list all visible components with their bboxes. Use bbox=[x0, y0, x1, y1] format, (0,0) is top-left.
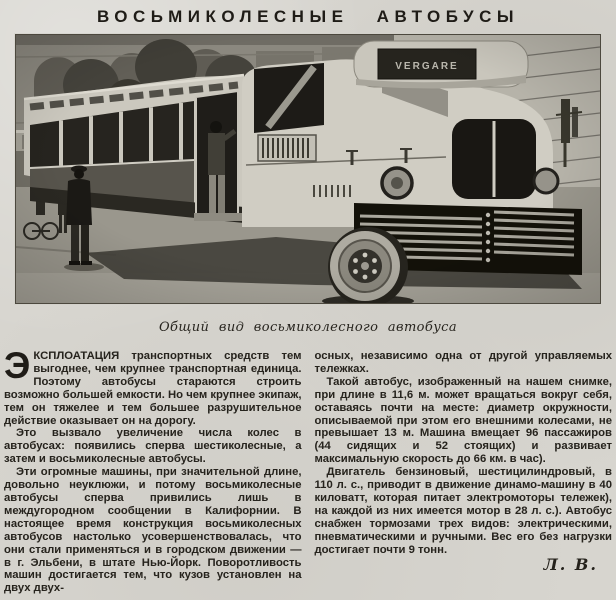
paragraph: Двигатель бензиновый, шестицилиндровый, в 110 л. с., приводит в движение динамо-машину в 40 киловатт, которая питает электромоторы тележек), на каждой из них имеется мотор в 28 л. с.). Автобус снабжен тормозами трех видов: электрическими, пневматическими и ручными. Вес его без нагрузки достигает почти 9 тонн. bbox=[314, 466, 612, 556]
paragraph bbox=[4, 345, 302, 427]
article-photo bbox=[15, 34, 601, 304]
paragraph: Такой автобус, изображенный на нашем снимке, при длине в 11,6 м. может вращаться вокруг себя, оставаясь почти на месте: диаметр окружности, описываемой при этом его внешними колесами, не превышает 13 м. Машина вмещает 96 пассажиров (44 сидящих и 52 стоящих) и развивает максимальную скорость до 66 км. в час). bbox=[314, 375, 612, 466]
photo-caption: Общий вид восьмиколесного автобуса bbox=[158, 320, 458, 335]
bus-photo-illustration bbox=[16, 35, 600, 303]
drop-cap: Э bbox=[4, 345, 31, 386]
page-title: ВОСЬМИКОЛЕСНЫЕ АВТОБУСЫ bbox=[96, 7, 520, 26]
paragraph: Эти огромные машины, при значительной длине, довольно неуклюжи, и потому восьмиколесные автобусы сперва привились лишь в междугородном сообщении в Калифорнии. В настоящее время конструкция восьмиколесных автобусов настолько усовершенствовалась, что они стали применяться и в городском движении — в г. Эльбени, в штате Нью-Йорк. Поворотливость машин достигается тем, что кузов установлен на двух двух- bbox=[4, 466, 302, 595]
paragraph: Это вызвало увеличение числа колес в автобусах: появились сперва шестиколесные, а затем и восьмиколесные автобусы. bbox=[4, 427, 302, 466]
right-column bbox=[315, 350, 613, 595]
author-signature: Л. В. bbox=[543, 554, 598, 574]
paragraph-text: КСПЛОАТАЦИЯ транспортных средств тем выгоднее, чем крупнее транспортная единица. Поэтому автобусы стараются строить возможно большей емкости. Но чем крупнее экипаж, тем он тяжелее и тем большее разрушительное действие оказывает он на дорогу. bbox=[4, 350, 302, 427]
photo-vignette bbox=[16, 35, 600, 303]
article-body bbox=[0, 345, 616, 595]
left-column bbox=[4, 345, 302, 595]
paragraph: осных, независимо одна от другой управляемых тележках. bbox=[314, 350, 612, 375]
